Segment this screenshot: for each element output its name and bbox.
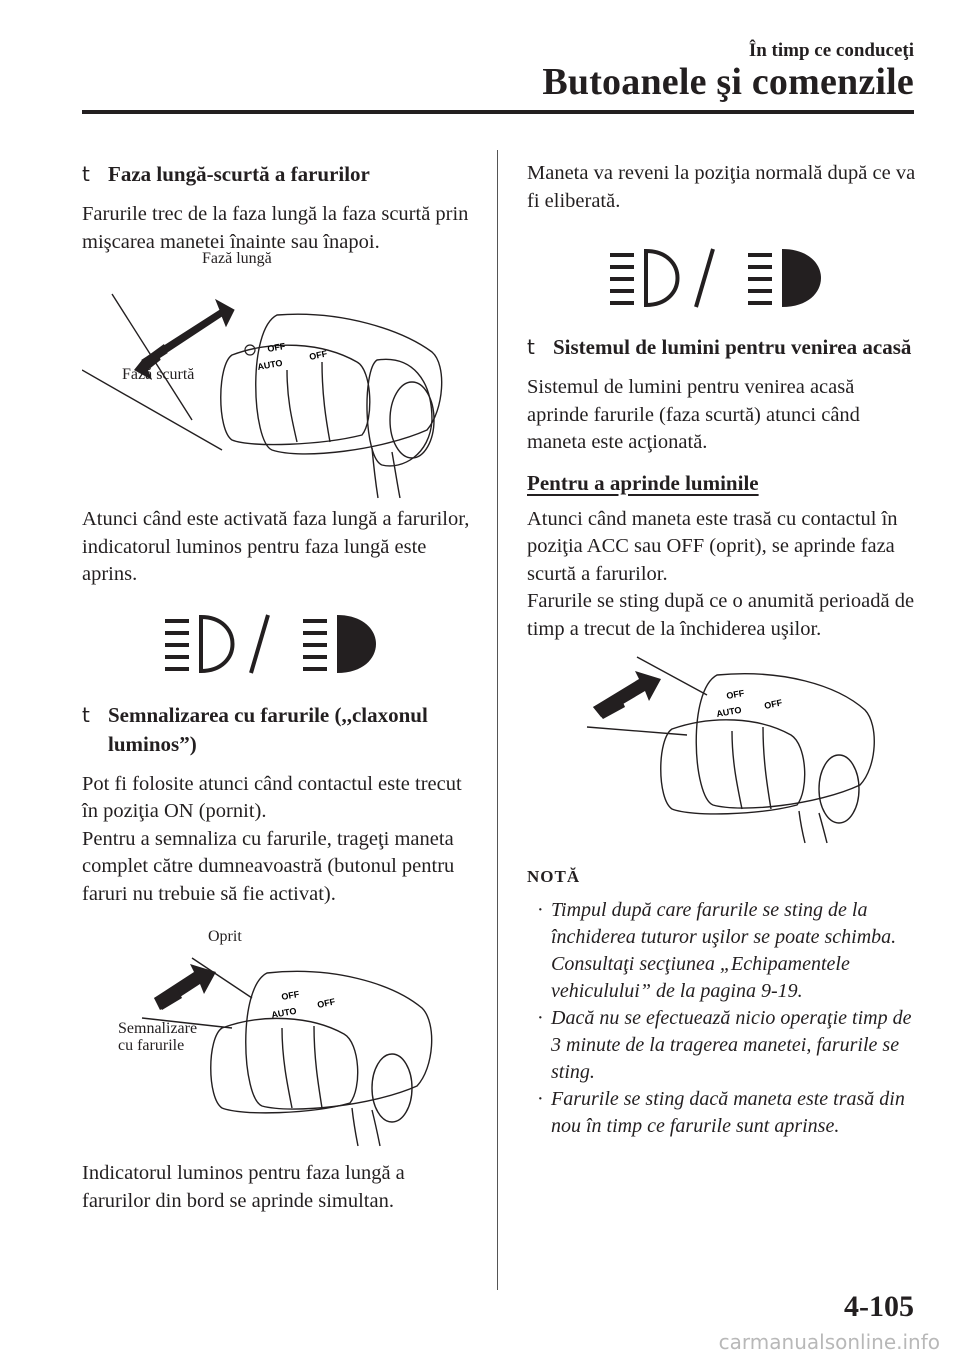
subheading-turn-on-lights: Pentru a aprinde luminile (527, 470, 759, 495)
high-beam-outline-icon (163, 611, 283, 675)
stalk-off-text-6: OFF (763, 697, 784, 711)
heading-high-low-beam: t Faza lungă-scurtă a farurilor (82, 160, 472, 189)
paragraph-lever-return: Maneta va reveni la poziţia normală după ce va fi eliberată. (527, 162, 916, 212)
beam-indicator-icons-1 (82, 611, 472, 675)
watermark: carmanualsonline.info (718, 1330, 940, 1354)
high-beam-outline-icon (608, 245, 728, 309)
note-reference: Consultaţi secţiunea „Echipamentele vehiculului” de la pagina 9-19. (551, 953, 850, 1002)
note-item: · Dacă nu se efectuează nicio operaţie timp de 3 minute de la tragerea manetei, farurile se sting. (537, 1007, 912, 1083)
paragraph-flash-indicator: Indicatorul luminos pentru faza lungă a farurilor din bord se aprinde simultan. (82, 1162, 405, 1212)
paragraph-flash-instruction: Pentru a semnaliza cu farurile, trageţi maneta complet către dumneavoastră (butonul pentru faruri nu trebuie să fie activat). (82, 827, 455, 905)
figure-flash-stalk (82, 928, 472, 1148)
stalk-auto-text-3: AUTO (715, 704, 743, 719)
section-bullet-icon: t (82, 162, 90, 186)
left-column (82, 160, 472, 1227)
figure-coming-home-stalk (527, 655, 917, 845)
stalk-auto-text-1: AUTO (256, 357, 284, 372)
section-bullet-icon: t (82, 702, 90, 727)
section-bullet-icon: t (527, 335, 535, 359)
label-off: Oprit (208, 928, 242, 945)
header-rule (82, 110, 914, 114)
headlight-stalk-illustration (82, 270, 472, 500)
stalk-off-text-1: OFF (266, 340, 287, 354)
heading-flash-to-pass: t Semnalizarea cu farurile (,,claxonul luminos”) (82, 702, 428, 756)
paragraph-turn-on-2: Farurile se sting după ce o anumită perioadă de timp a trecut de la închiderea uşilor. (527, 590, 915, 640)
stalk-off-text-5: OFF (725, 687, 746, 701)
note-title: NOTĂ (527, 867, 581, 886)
high-beam-filled-icon (746, 245, 836, 309)
right-column (527, 160, 917, 1140)
paragraph-flash-condition: Pot fi folosite atunci când contactul este trecut în poziţia ON (pornit). (82, 772, 462, 822)
stalk-auto-text-2: AUTO (270, 1005, 298, 1020)
bullet-dot-icon: · (537, 899, 544, 921)
paragraph-high-low-beam: Farurile trec de la faza lungă la faza scurtă prin mişcarea manetei înainte sau înapoi. (82, 203, 469, 253)
heading-coming-home: t Sistemul de lumini pentru venirea acasă (527, 333, 917, 362)
note-item: · Farurile se sting dacă maneta este trasă din nou în timp ce farurile sunt aprinse. (537, 1088, 905, 1137)
stalk-off-text-4: OFF (316, 996, 337, 1010)
label-flash-line1: Semnalizare (118, 1020, 198, 1037)
paragraph-turn-on-1: Atunci când maneta este trasă cu contactul în poziţia ACC sau OFF (oprit), se aprinde faza scurtă a farurilor. (527, 507, 898, 585)
bullet-dot-icon: · (537, 1007, 544, 1029)
note-item: · Timpul după care farurile se sting de la închiderea tuturor uşilor se poate schimba. Consultaţi secţiunea „Echipamentele vehiculului” de la pagina 9-19. (527, 897, 917, 1005)
page-number: 4-105 (844, 1290, 914, 1323)
stalk-off-text-2: OFF (308, 348, 329, 362)
label-high-beam: Fază lungă (202, 250, 272, 267)
section-title: Butoanele şi comenzile (542, 61, 914, 103)
figure-high-low-beam-stalk (82, 250, 472, 500)
high-beam-filled-icon (301, 611, 391, 675)
running-header: În timp ce conduceţi (748, 40, 914, 61)
label-low-beam: Fază scurtă (122, 366, 195, 383)
paragraph-coming-home: Sistemul de lumini pentru venirea acasă aprinde farurile (faza scurtă) atunci când maneta este acţionată. (527, 376, 860, 453)
label-flash-line2: cu farurile (118, 1037, 185, 1054)
column-divider (497, 150, 498, 1290)
paragraph-high-beam-indicator: Atunci când este activată faza lungă a farurilor, indicatorul luminos pentru faza lungă este aprins. (82, 508, 470, 585)
stalk-off-text-3: OFF (280, 988, 301, 1002)
bullet-dot-icon: · (537, 1088, 544, 1110)
beam-indicator-icons-2 (527, 245, 917, 309)
headlight-stalk-pull-illustration (527, 655, 917, 845)
